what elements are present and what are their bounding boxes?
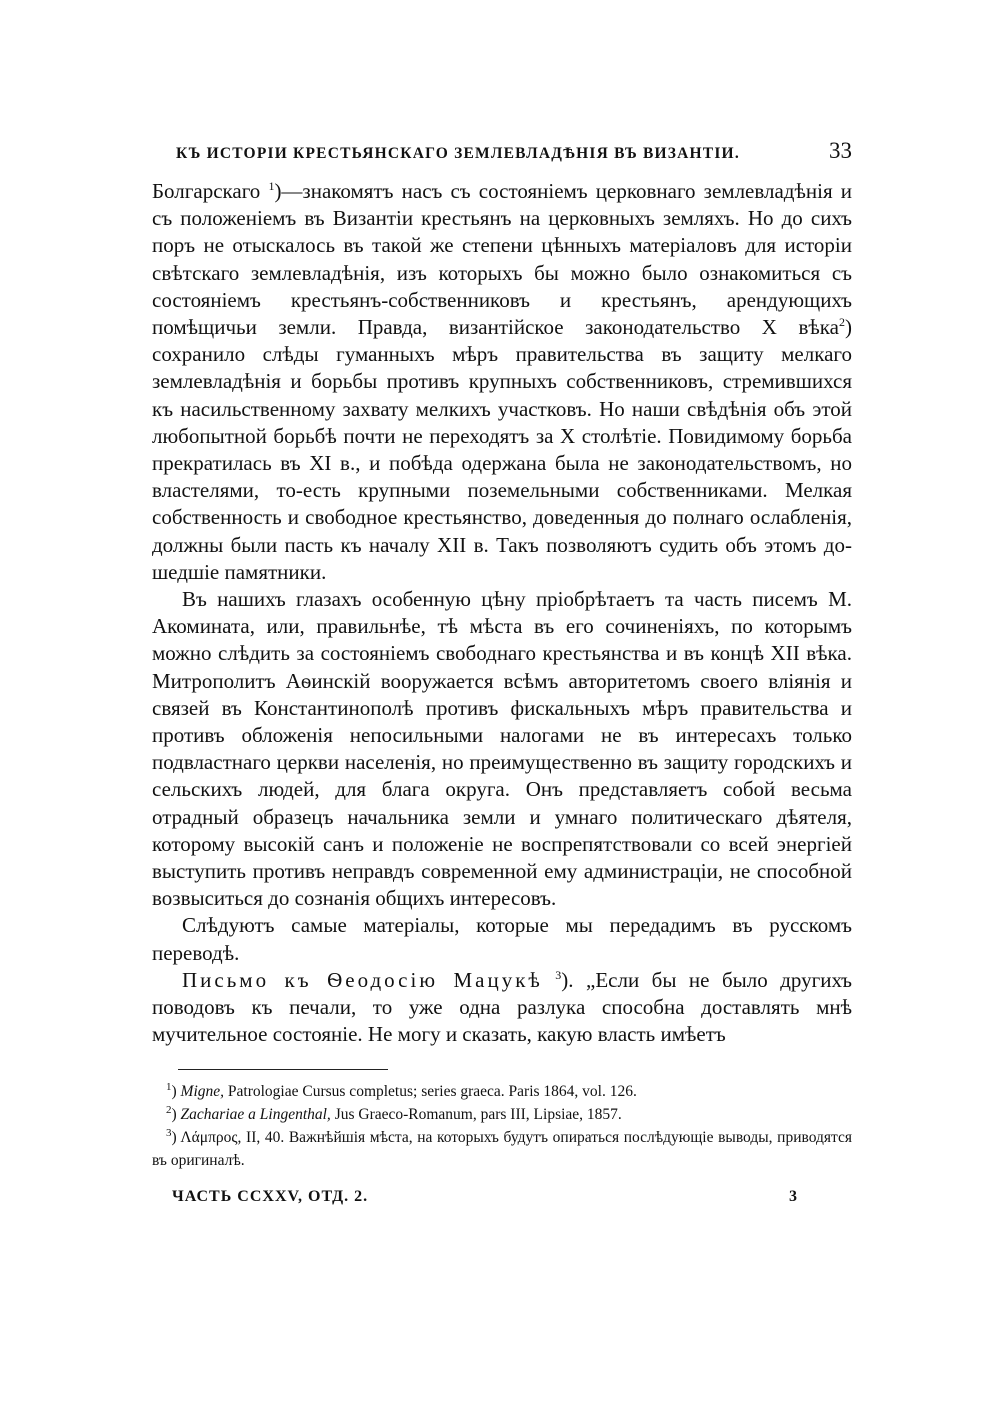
page (152, 138, 852, 1206)
footnote-1: $^1$) Migne, Patrologiae Cursus completus; series graeca. Paris 1864, vol. 126. (166, 1080, 637, 1100)
footnote-text: ) Λάμπρος, II, 40. Важнѣйшія мѣста, на которыхъ будутъ опираться послѣдующіе выводы, приводятся въ оригиналѣ. (152, 1128, 852, 1169)
footnote-mark: 2 (166, 1103, 172, 1116)
signature-part: ЧАСТЬ CCXXV, ОТД. 2. (172, 1187, 369, 1205)
footnote-ref-1: 1 (268, 179, 275, 193)
footnote-2: $^2$) Zachariae a Lingenthal, Jus Graeco-Romanum, pars III, Lipsiae, 1857. (166, 1103, 622, 1123)
letter-heading: Письмо къ Ѳеодосію Мацукѣ (182, 967, 543, 992)
footnote-mark: 1 (166, 1080, 172, 1093)
footnote-mark: 3 (166, 1126, 172, 1139)
footnote-ref-3: 3 (555, 967, 562, 982)
footnote-author: Migne, (180, 1082, 225, 1100)
signature-line (152, 1188, 852, 1206)
footnote-author: Zachariae a Lingenthal, (180, 1105, 331, 1123)
page-number: 33 (829, 138, 852, 163)
paragraph-1-end: ) сохранило слѣды гуманныхъ мѣръ правительства въ защиту мелкаго землевладѣнія и борьбы противъ крупныхъ собственниковъ, стремившихся къ насильственному захвату мелкихъ участковъ. Но наши свѣдѣнія объ этой любопытной борьбѣ почти не переходятъ за X столѣтіе. Повидимому борьба прекратилась въ XI в., и побѣда одержана была не законодательствомъ, но властелями, то-есть крупными поземельными собственниками. Мелкая собственность и свободное крестьянство, доведенныя до полнаго ослабленія, должны были пасть къ началу XII в. Такъ позволяютъ судить объ этомъ дошедшіе памятники. (152, 315, 852, 584)
paragraph-1-middle: )—знакомятъ насъ съ состояніемъ церковнаго землевладѣнія и съ положеніемъ въ Византіи крестьянъ на церковныхъ земляхъ. Но до сихъ поръ не отыскалось въ такой же степени цѣнныхъ матеріаловъ для исторіи свѣтскаго землевладѣнія, изъ которыхъ бы можно было ознакомиться съ состояніемъ крестьянъ-собственниковъ и крестьянъ, арендующихъ помѣщичьи земли. Правда, византійское законодательство X вѣка (152, 179, 852, 340)
paragraph-2: Въ нашихъ глазахъ особенную цѣну пріобрѣтаетъ та часть писемъ М. Акомината, или, правильнѣе, тѣ мѣста въ его сочиненіяхъ, по которымъ можно слѣдить за состояніемъ свободнаго крестьянства и въ концѣ XII вѣка. Митрополитъ Аѳинскій вооружается всѣмъ авторитетомъ своего вліянія и связей въ Константинополѣ противъ фискальныхъ мѣръ правительства и противъ обложенія непосильными налогами не въ интересахъ только подвластнаго церкви населенія, но преимущественно въ защиту городскихъ и сельскихъ людей, для блага округа. Онъ представляетъ собой весьма отрадный образецъ начальника земли и умнаго политическаго дѣятеля, которому высокій санъ и положеніе не воспрепятствовали со всей энергіей выступить противъ неправдъ современной ему администраціи, не способной возвыситься до сознанія общихъ интересовъ. (152, 587, 852, 911)
paragraph-1 (152, 178, 852, 586)
paragraph-1-start: Болгарскаго (152, 179, 269, 203)
running-title: КЪ ИСТОРІИ КРЕСТЬЯНСКАГО ЗЕМЛЕВЛАДѢНІЯ ВЪ ВИЗАНТІИ. (176, 145, 740, 162)
footnote-rule (178, 1069, 388, 1070)
paragraph-4-text: ). „Если бы не было другихъ поводовъ къ печали, то уже одна разлука способна доставлять мнѣ мучительное состояніе. Не могу и сказать, какую власть имѣетъ (152, 967, 853, 1047)
paragraph-4 (152, 967, 852, 1049)
footnote-text: Patrologiae Cursus completus; series graeca. Paris 1864, vol. 126. (224, 1082, 637, 1100)
running-head (152, 138, 852, 178)
footnotes (152, 1080, 852, 1172)
footnote-text: Jus Graeco-Romanum, pars III, Lipsiae, 1857. (330, 1105, 622, 1123)
footnote-ref-2: 2 (839, 315, 845, 330)
paragraph-3: Слѣдуютъ самые матеріалы, которые мы передадимъ въ русскомъ переводѣ. (152, 913, 852, 965)
footnote-3 (152, 1126, 852, 1172)
signature-sheet: 3 (789, 1187, 798, 1205)
